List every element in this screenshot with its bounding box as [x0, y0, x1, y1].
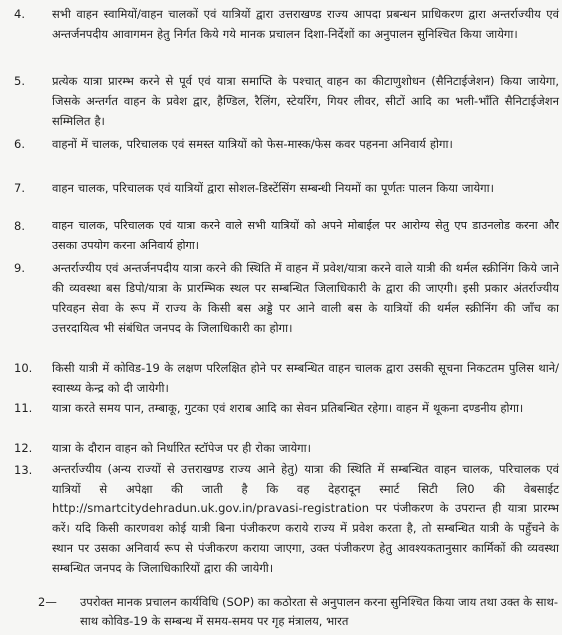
- item-number: 9.: [14, 261, 25, 275]
- item-number: 8.: [14, 219, 25, 233]
- item-number: 5.: [14, 74, 25, 88]
- paragraph-2: [38, 593, 558, 631]
- item-text: सभी वाहन स्वामियों/वाहन चालकों एवं यात्रियों द्वारा उत्तराखण्ड राज्य आपदा प्रबन्धन प्राधिकरण द्वारा अन्तर्राज्यीय एवं अन्तर्जनपदीय आवागमन हेतु निर्गत किये गये मानक प्रचालन दिशा-निर्देशों का अनुपालन सुनिश्चित किया जायेगा।: [52, 7, 559, 41]
- item-number: 13.: [14, 463, 33, 477]
- paragraph-text: उपरोक्त मानक प्रचालन कार्यविधि (SOP) का कठोरता से अनुपालन करना सुनिश्चित किया जाय तथा उक्त के साथ-साथ कोविड-19 के सम्बन्ध में समय-समय पर गृह मंत्रालय, भारत: [80, 595, 558, 628]
- item-number: 7.: [14, 181, 25, 195]
- list-item-7: [14, 178, 559, 198]
- item-text: अन्तर्राज्यीय (अन्य राज्यों से उत्तराखण्ड राज्य आने हेतु) यात्रा की स्थिति में सम्बन्धित वाहन चालक, परिचालक एवं यात्रियों से अपेक्षा की जाती है कि वह देहरादून स्मार्ट सिटी लि0 की वेबसाईट http://smartcitydehradun.uk.gov.in/pravasi-registration पर पंजीकरण के उपरान्त ही यात्रा प्रारम्भ करें। यदि किसी कारणवश कोई यात्री बिना पंजीकरण कराये राज्य में प्रवेश करता है, तो सम्बन्धित यात्री के पहुँचने के स्थान पर उसका अनिवार्य रूप से पंजीकरण कराया जाएगा, उक्त पंजीकरण हेतु आवश्यकतानुसार कार्मिकों की व्यवस्था सम्बन्धित जनपद के जिलाधिकारियों द्वारा की जायेगी।: [52, 462, 559, 575]
- list-item-11: [14, 398, 559, 418]
- list-item-8: [14, 216, 559, 256]
- list-item-12: [14, 438, 559, 458]
- list-item-5: [14, 71, 559, 131]
- list-item-10: [14, 358, 559, 398]
- item-text: वाहनों में चालक, परिचालक एवं समस्त यात्रियों को फेस-मास्क/फेस कवर पहनना अनिवार्य होगा।: [52, 137, 453, 151]
- item-number: 10.: [14, 361, 33, 375]
- item-number: 11.: [14, 401, 33, 415]
- list-item-13: [14, 460, 559, 578]
- item-text: किसी यात्री में कोविड-19 के लक्षण परिलक्षित होने पर सम्बन्धित वाहन चालक द्वारा उसकी सूचना निकटतम पुलिस थाने/स्वास्थ्य केन्द्र को दी जायेगी।: [52, 361, 559, 395]
- item-text: वाहन चालक, परिचालक एवं यात्रा करने वाले सभी यात्रियों को अपने मोबाईल पर आरोग्य सेतु एप डाउनलोड करना और उसका उपयोग करना अनिवार्य होगा।: [52, 219, 559, 252]
- item-text: यात्रा करते समय पान, तम्बाकू, गुटका एवं शराब आदि का सेवन प्रतिबन्धित रहेगा। वाहन में थूकना दण्डनीय होगा।: [52, 401, 524, 415]
- list-item-4: [14, 4, 559, 44]
- list-item-6: [14, 134, 559, 154]
- item-text: प्रत्येक यात्रा प्रारम्भ करने से पूर्व एवं यात्रा समाप्ति के पश्चात् वाहन का कीटाणुशोधन (सैनिटाईजेशन) किया जायेगा, जिसके अन्तर्गत वाहन के प्रवेश द्वार, हैण्डिल, रैलिंग, स्टेयरिंग, गियर लीवर, सीटों आदि का भली-भाँति सैनिटाईजेशन सम्मिलित है।: [52, 74, 559, 128]
- item-text: अन्तर्राज्यीय एवं अन्तर्जनपदीय यात्रा करने की स्थिति में वाहन में प्रवेश/यात्रा करने वाले यात्री की थर्मल स्क्रीनिंग किये जाने की व्यवस्था बस डिपो/यात्रा के प्रारम्भिक स्थल पर सम्बन्धित जिलाधिकारी के द्वारा की जाएगी। इसी प्रकार अंतर्राज्यीय परिवहन सेवा के रूप में राज्य के किसी बस अड्डे पर आने वाली बस के यात्रियों की थर्मल स्क्रीनिंग की जाँच का उत्तरदायित्व भी संबंधित जनपद के जिलाधिकारी का होगा।: [52, 261, 559, 335]
- item-text: यात्रा के दौरान वाहन को निर्धारित स्टॉपेज पर ही रोका जायेगा।: [52, 441, 311, 455]
- paragraph-number: 2—: [38, 595, 57, 609]
- item-number: 12.: [14, 441, 33, 455]
- item-number: 6.: [14, 137, 25, 151]
- item-number: 4.: [14, 7, 25, 21]
- list-item-9: [14, 258, 559, 338]
- item-text: वाहन चालक, परिचालक एवं यात्रियों द्वारा सोशल-डिस्टेंसिंग सम्बन्धी नियमों का पूर्णतः पालन किया जायेगा।: [52, 181, 494, 195]
